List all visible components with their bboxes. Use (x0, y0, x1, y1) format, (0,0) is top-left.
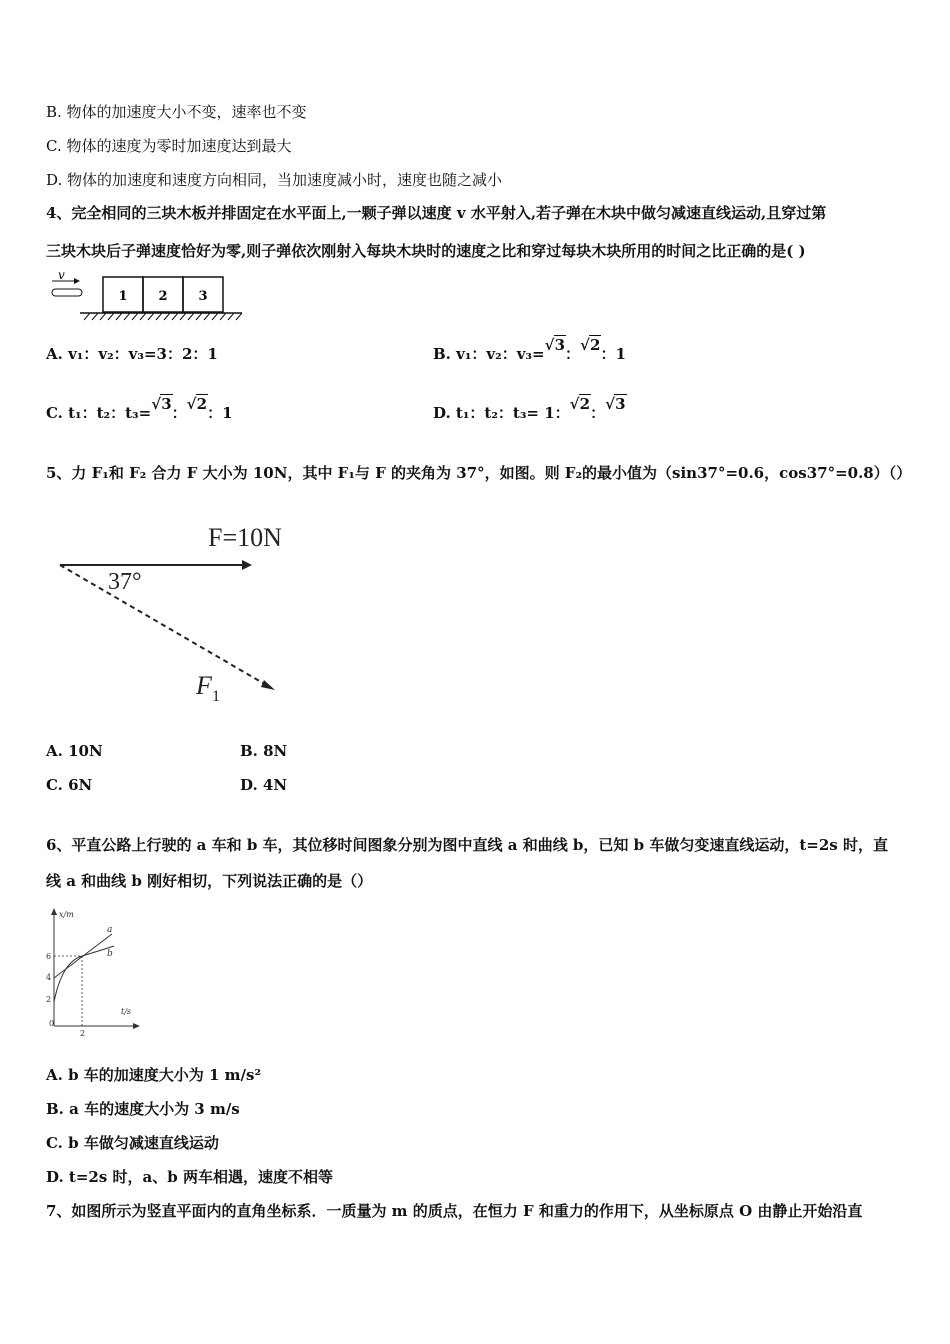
force-f1-arrow (60, 565, 268, 686)
option-q3-b: B. 物体的加速度大小不变，速率也不变 (46, 103, 307, 121)
question-4-stem-line2: 三块木块后子弹速度恰好为零,则子弹依次刚射入每块木块时的速度之比和穿过每块木块所用的时间之比正确的是( ) (46, 242, 806, 260)
option-q4-d (433, 395, 626, 423)
force-f1-subscript: 1 (212, 688, 220, 705)
option-q4-d-prefix: D. t₁：t₂：t₃= 1： (433, 404, 570, 422)
x-tick-2: 2 (80, 1029, 86, 1036)
option-q3-d: D. 物体的加速度和速度方向相同，当加速度减小时，速度也随之减小 (46, 171, 503, 189)
option-q5-c: C. 6N (46, 776, 93, 794)
option-q3-c: C. 物体的速度为零时加速度达到最大 (46, 137, 292, 155)
sqrt-2: √ 2 (580, 336, 601, 354)
bullet-shape (52, 289, 82, 296)
y-axis-label: x/m (59, 910, 74, 919)
y-tick-2: 2 (46, 995, 52, 1004)
option-q5-d: D. 4N (240, 776, 288, 794)
force-f1-arrowhead (261, 680, 275, 690)
y-tick-4: 4 (46, 973, 52, 982)
velocity-arrowhead (74, 278, 80, 284)
velocity-label: v (58, 268, 65, 282)
position-time-graph (44, 906, 144, 1036)
force-f-arrowhead (242, 560, 252, 570)
option-q5-b: B. 8N (240, 742, 288, 760)
curve-b-label: b (107, 949, 113, 959)
block-1-label: 1 (118, 289, 128, 304)
question-6-stem-line1: 6、平直公路上行驶的 a 车和 b 车，其位移时间图象分别为图中直线 a 和曲线 b，已知 b 车做匀变速直线运动，t=2s 时，直 (46, 836, 888, 854)
y-axis-arrowhead (51, 908, 57, 915)
option-q4-b (433, 336, 626, 364)
option-q6-d: D. t=2s 时，a、b 两车相遇，速度不相等 (46, 1168, 333, 1186)
curve-a-label: a (107, 925, 113, 935)
option-q5-a: A. 10N (46, 742, 103, 760)
question-4-stem-line1: 4、完全相同的三块木板并排固定在水平面上,一颗子弹以速度 v 水平射入,若子弹在木块中做匀减速直线运动,且穿过第 (46, 204, 827, 222)
question-6-stem-line2: 线 a 和曲线 b 刚好相切，下列说法正确的是（） (46, 872, 373, 890)
option-q6-b: B. a 车的速度大小为 3 m/s (46, 1100, 240, 1118)
ground-hatching (84, 313, 242, 320)
option-q4-a: A. v₁：v₂：v₃=3：2：1 (46, 345, 218, 363)
ratio-separator: ： (590, 404, 606, 422)
sqrt-3: √ 3 (151, 395, 172, 413)
y-tick-6: 6 (46, 952, 52, 961)
ratio-separator: ： (565, 345, 581, 363)
ratio-tail: ：1 (600, 345, 626, 363)
angle-label: 37° (108, 569, 142, 595)
bullet-blocks-figure (46, 268, 246, 324)
ratio-separator: ： (171, 404, 187, 422)
option-q4-c-prefix: C. t₁：t₂：t₃= (46, 404, 152, 422)
force-f-label: F=10N (208, 523, 282, 552)
question-5-stem: 5、力 F₁和 F₂ 合力 F 大小为 10N，其中 F₁与 F 的夹角为 37°，如图。则 F₂的最小值为（sin37°=0.6，cos37°=0.8）（） (46, 464, 912, 482)
force-f1-label: F (196, 671, 212, 700)
block-3-label: 3 (198, 289, 208, 304)
ratio-tail: ：1 (207, 404, 233, 422)
option-q6-c: C. b 车做匀减速直线运动 (46, 1134, 219, 1152)
block-2-label: 2 (158, 289, 168, 304)
sqrt-3: √ 3 (605, 395, 626, 413)
force-diagram (46, 512, 306, 712)
question-7-stem-line1: 7、如图所示为竖直平面内的直角坐标系．一质量为 m 的质点，在恒力 F 和重力的作用下，从坐标原点 O 由静止开始沿直 (46, 1202, 863, 1220)
option-q4-c (46, 395, 233, 423)
x-axis-label: t/s (121, 1007, 132, 1016)
curve-b (54, 946, 114, 1002)
sqrt-3: √ 3 (544, 336, 565, 354)
option-q6-a: A. b 车的加速度大小为 1 m/s² (46, 1066, 262, 1084)
sqrt-2: √ 2 (569, 395, 591, 413)
x-axis-arrowhead (133, 1023, 140, 1029)
sqrt-2: √ 2 (186, 395, 208, 413)
option-q4-b-prefix: B. v₁：v₂：v₃= (433, 345, 545, 363)
x-tick-0: 0 (49, 1019, 55, 1028)
